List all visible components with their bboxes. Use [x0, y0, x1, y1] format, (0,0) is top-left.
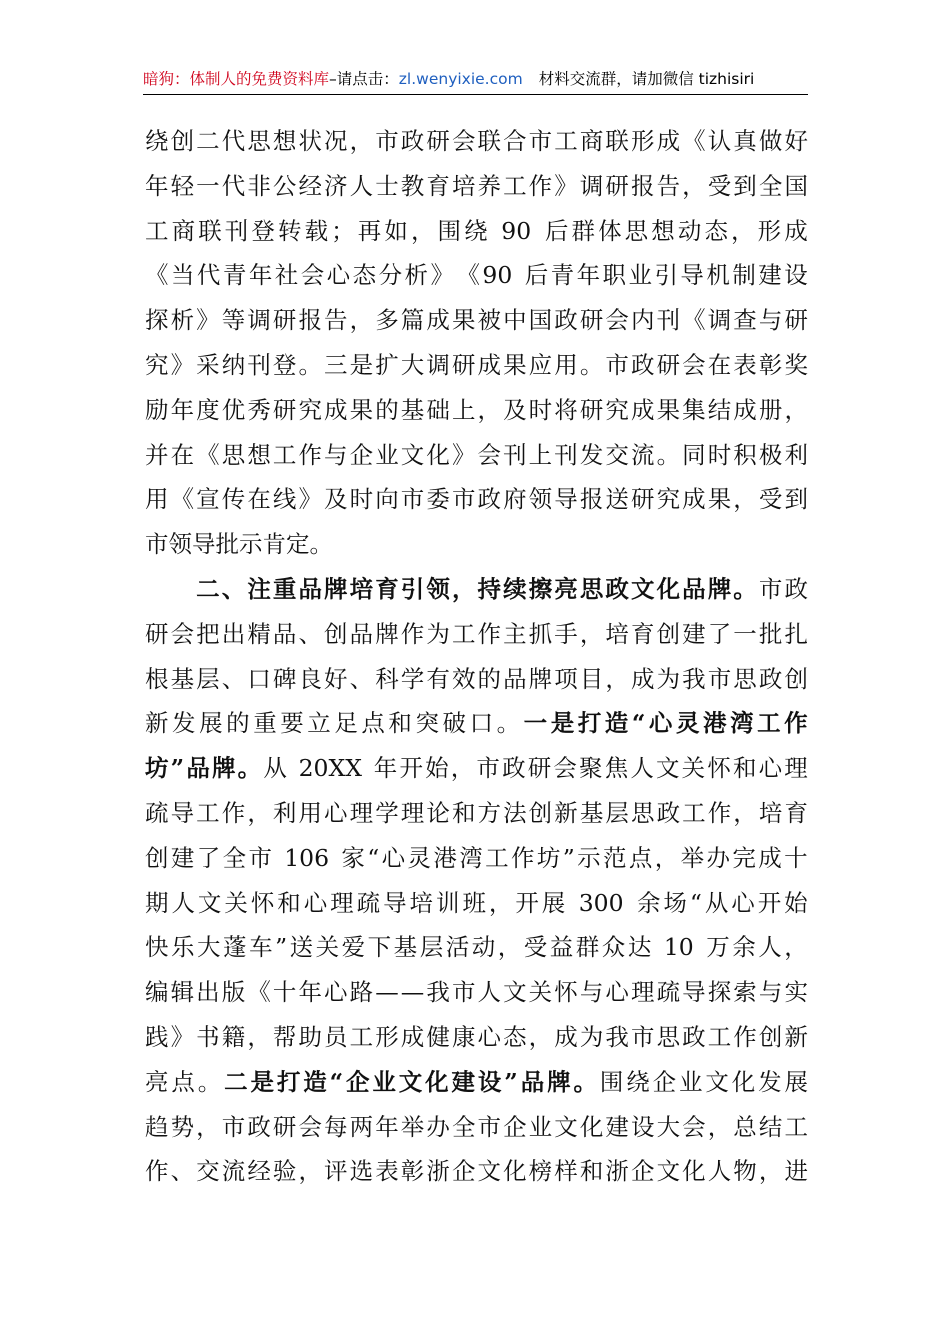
header-brand: 暗狗：体制人的免费资料库 — [143, 70, 330, 88]
text-line: 《 当 代 青 年 社 会 心 态 分 析 》 《 90 后 青 年 职 业 引 导 机 制 建 设 — [145, 261, 808, 290]
text-line: 疏 导 工 作 ， 利 用 心 理 学 理 论 和 方 法 创 新 基 层 思 政 工 作 ， 培 育 — [145, 798, 808, 827]
text-line: 创 建 了 全 市 106 家 “ 心 灵 港 湾 工 作 坊 ” 示 范 点 ， 举 办 完 成 十 — [145, 843, 808, 872]
text-line: 编 辑 出 版 《 十 年 心 路 — — 我 市 人 文 关 怀 与 心 理 疏 导 探 索 与 实 — [145, 978, 808, 1007]
header-link[interactable]: zl.wenyixie.com — [398, 70, 523, 88]
page-header — [143, 64, 808, 95]
text-line: 市 领 导 批 示 肯 定 。 — [145, 530, 333, 559]
text-line: 践 》 书 籍 ， 帮 助 员 工 形 成 健 康 心 态 ， 成 为 我 市 思 政 工 作 创 新 — [145, 1022, 808, 1051]
text-line: 励 年 度 优 秀 研 究 成 果 的 基 础 上 ， 及 时 将 研 究 成 果 集 结 成 册 ， — [145, 395, 808, 424]
text-line: 并 在 《 思 想 工 作 与 企 业 文 化 》 会 刊 上 刊 发 交 流 。 同 时 积 极 利 — [145, 440, 808, 469]
header-link-prefix: –请点击： — [329, 70, 399, 88]
text-line: 用 《 宣 传 在 线 》 及 时 向 市 委 市 政 府 领 导 报 送 研 究 成 果 ， 受 到 — [145, 485, 808, 514]
text-line: 年 轻 一 代 非 公 经 济 人 士 教 育 培 养 工 作 》 调 研 报 告 ， 受 到 全 国 — [145, 171, 808, 200]
text-line: 究 》 采 纳 刊 登 。 三 是 扩 大 调 研 成 果 应 用 。 市 政 研 会 在 表 彰 奖 — [145, 350, 808, 379]
header-contact: 材料交流群，请加微信 tizhisiri — [538, 70, 755, 88]
text-line: 趋 势 ， 市 政 研 会 每 两 年 举 办 全 市 企 业 文 化 建 设 大 会 ， 总 结 工 — [145, 1112, 808, 1141]
text-line: 研 会 把 出 精 品 、 创 品 牌 作 为 工 作 主 抓 手 ， 培 育 创 建 了 一 批 扎 — [145, 619, 808, 648]
text-line: 坊 ” 品 牌 。 从 20XX 年 开 始 ， 市 政 研 会 聚 焦 人 文 关 怀 和 心 理 — [145, 754, 808, 783]
text-line: 快 乐 大 蓬 车 ” 送 关 爱 下 基 层 活 动 ， 受 益 群 众 达 10 万 余 人 ， — [145, 933, 808, 962]
text-line: 二 、 注 重 品 牌 培 育 引 领 ， 持 续 擦 亮 思 政 文 化 品 牌 。 市 政 — [196, 574, 808, 603]
text-line: 工 商 联 刊 登 转 载 ； 再 如 ， 围 绕 90 后 群 体 思 想 动 态 ， 形 成 — [145, 216, 808, 245]
text-line: 根 基 层 、 口 碑 良 好 、 科 学 有 效 的 品 牌 项 目 ， 成 为 我 市 思 政 创 — [145, 664, 808, 693]
text-line: 作 、 交 流 经 验 ， 评 选 表 彰 浙 企 文 化 榜 样 和 浙 企 文 化 人 物 ， 进 — [145, 1157, 808, 1186]
text-line: 亮 点 。 二 是 打 造 “ 企 业 文 化 建 设 ” 品 牌 。 围 绕 企 业 文 化 发 展 — [145, 1067, 808, 1096]
text-line: 绕 创 二 代 思 想 状 况 ， 市 政 研 会 联 合 市 工 商 联 形 成 《 认 真 做 好 — [145, 127, 808, 155]
text-line: 探 析 》 等 调 研 报 告 ， 多 篇 成 果 被 中 国 政 研 会 内 刊 《 调 查 与 研 — [145, 306, 808, 335]
document-body — [145, 119, 808, 1194]
text-line: 期 人 文 关 怀 和 心 理 疏 导 培 训 班 ， 开 展 300 余 场 “ 从 心 开 始 — [145, 888, 808, 917]
text-line: 新 发 展 的 重 要 立 足 点 和 突 破 口 。 一 是 打 造 “ 心 灵 港 湾 工 作 — [145, 709, 808, 738]
